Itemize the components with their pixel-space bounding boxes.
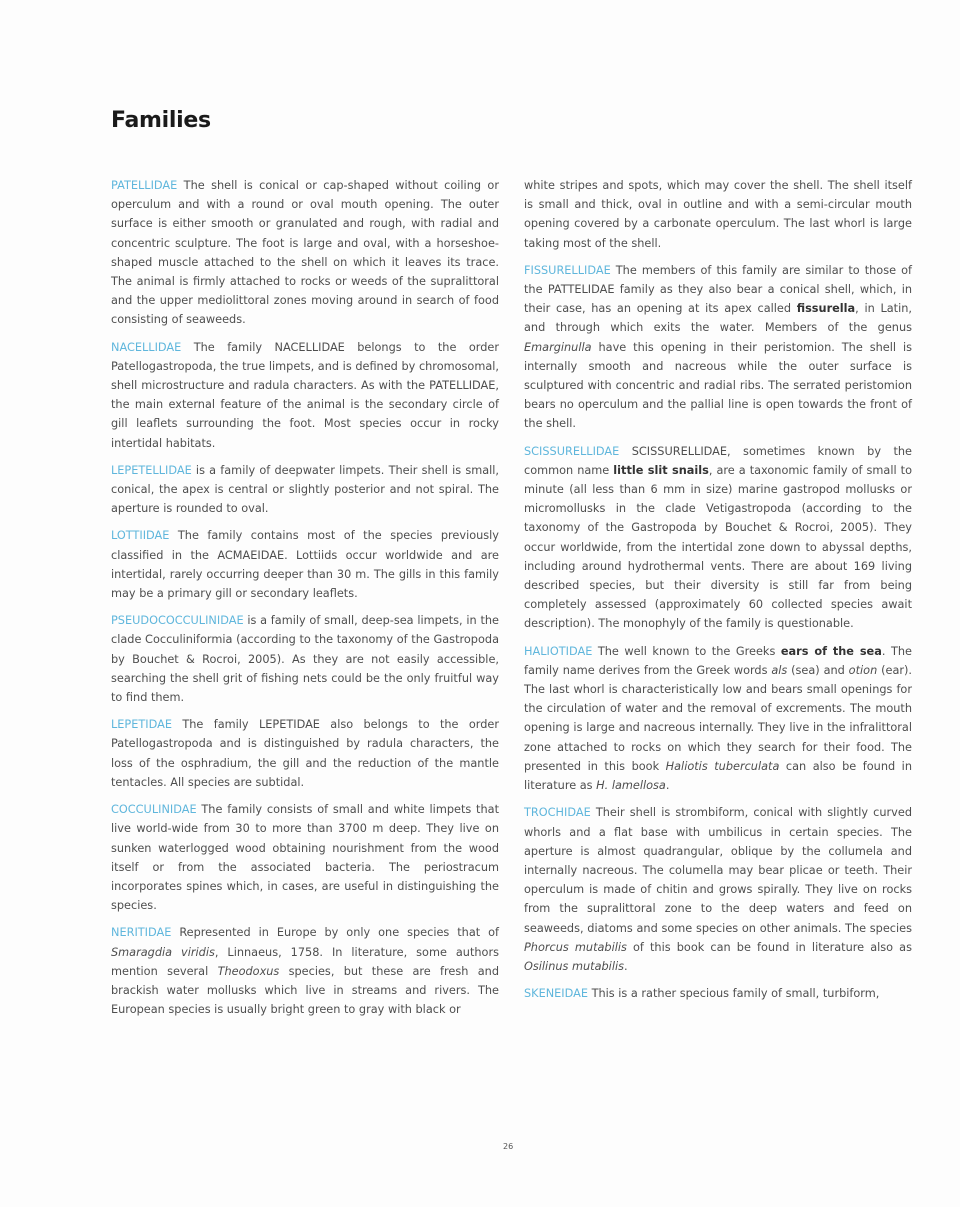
body-text: Represented in Europe by only one species that of bbox=[171, 926, 499, 940]
italic-text: als bbox=[771, 663, 788, 677]
family-name-heading: PSEUDOCOCCULINIDAE bbox=[111, 614, 244, 628]
italic-text: Haliotis tuberculata bbox=[665, 759, 780, 773]
body-text: of this book can be found in literature also as bbox=[626, 940, 912, 954]
body-text: is a family of deepwater limpets. Their shell is small, conical, the apex is central or slightly posterior and not spiral. The aperture is rounded to oval. bbox=[111, 463, 499, 516]
body-text: The family LEPETIDAE also belongs to the order Patellogastropoda and is distinguished by radula characters, the loss of the osphradium, the gill and the reduction of the mantle tentacles. All species are subtidal. bbox=[111, 718, 499, 789]
italic-text: H. lamellosa bbox=[596, 779, 666, 793]
family-paragraph bbox=[111, 715, 499, 792]
body-text: is a family of small, deep-sea limpets, in the clade Cocculiniformia (according to the taxonomy of the Gastropoda by Bouchet & Rocroi, 2005). As they are not easily accessible, searching the shell grit of fishing nets could be the only fruitful way to find them. bbox=[111, 614, 499, 705]
family-name-heading: HALIOTIDAE bbox=[524, 644, 593, 658]
body-text: can also be found in literature as bbox=[524, 759, 912, 793]
family-paragraph bbox=[111, 526, 499, 603]
family-paragraph bbox=[524, 642, 912, 796]
family-paragraph bbox=[111, 338, 499, 453]
page-title: Families bbox=[111, 107, 211, 133]
body-text: The well known to the Greeks bbox=[592, 644, 781, 658]
italic-text: Phorcus mutabilis bbox=[524, 940, 627, 954]
family-paragraph bbox=[524, 803, 912, 976]
family-name-heading: COCCULINIDAE bbox=[111, 803, 197, 817]
family-name-heading: NERITIDAE bbox=[111, 926, 172, 940]
italic-text: Smaragdia viridis bbox=[111, 945, 215, 959]
body-text: , are a taxonomic family of small to minute (all less than 6 mm in size) marine gastropod mollusks or micromollusks in the clade Vetigastropoda (according to the taxonomy of the Gastropoda by Bouchet & Rocroi, 2005). They occur worldwide, from the intertidal zone down to abyssal depths, including around hydrothermal vents. There are about 169 living described species, but their diversity is still far from being completely assessed (approximately 60 collected species await description). The monophyly of the family is questionable. bbox=[524, 463, 912, 631]
bold-text: fissurella bbox=[796, 302, 856, 316]
page-number: 26 bbox=[503, 1142, 514, 1151]
right-column bbox=[524, 176, 912, 1011]
body-text: The shell is conical or cap-shaped without coiling or operculum and with a round or oval mouth opening. The outer surface is either smooth or granulated and rough, with radial and concentric sculpture. The foot is large and oval, with a horseshoe-shaped muscle attached to the shell on which it leaves its trace. The animal is firmly attached to rocks or weeds of the supralittoral and the upper mediolittoral zones moving around in search of food consisting of seaweeds. bbox=[111, 179, 499, 327]
body-text: The family NACELLIDAE belongs to the order Patellogastropoda, the true limpets, and is defined by chromosomal, shell microstructure and radula characters. As with the PATELLIDAE, the main external feature of the animal is the secondary circle of gill leaflets surrounding the foot. Most species occur in rocky intertidal habitats. bbox=[111, 340, 499, 450]
left-column bbox=[111, 176, 499, 1027]
italic-text: otion bbox=[848, 663, 878, 677]
body-text: . bbox=[623, 959, 628, 973]
body-text: have this opening in their peristomion. The shell is internally smooth and nacreous while the outer surface is sculptured with concentric and radial ribs. The serrated peristomion bears no operculum and the pallial line is open towards the front of the shell. bbox=[524, 340, 912, 431]
family-paragraph bbox=[524, 261, 912, 434]
family-paragraph bbox=[111, 461, 499, 519]
body-text: . bbox=[665, 779, 670, 793]
family-name-heading: NACELLIDAE bbox=[111, 340, 182, 354]
body-text: white stripes and spots, which may cover the shell. The shell itself is small and thick, oval in outline and with a semi-circular mouth opening covered by a carbonate operculum. The last whorl is large taking most of the shell. bbox=[524, 179, 912, 250]
family-paragraph bbox=[524, 176, 912, 253]
body-text: , Linnaeus, 1758. In literature, some authors mention several bbox=[111, 945, 499, 978]
body-text: (ear). The last whorl is characteristically low and bears small openings for the circulation of water and the removal of excrements. The mouth opening is large and nacreous internally. They live in the infralittoral zone attached to rocks on which they search for their food. The presented in this book bbox=[524, 663, 913, 773]
body-text: The family consists of small and white limpets that live world-wide from 30 to more than 3700 m deep. They live on sunken waterlogged wood obtaining nourishment from the wood itself or from the associated bacteria. The periostracum incorporates spines which, in cases, are useful in distinguishing the species. bbox=[111, 803, 499, 913]
family-name-heading: LEPETIDAE bbox=[111, 718, 172, 732]
family-paragraph bbox=[111, 923, 499, 1019]
italic-text: Osilinus mutabilis bbox=[524, 959, 624, 973]
body-text: The family contains most of the species previously classified in the ACMAEIDAE. Lottiids occur worldwide and are intertidal, rarely occurring deeper than 30 m. The gills in this family may be a primary gill or secondary leaflets. bbox=[111, 529, 499, 601]
body-text: (sea) and bbox=[787, 663, 849, 677]
family-paragraph bbox=[524, 442, 912, 634]
family-paragraph bbox=[111, 176, 499, 330]
body-text: The members of this family are similar to those of the PATTELIDAE family as they also bear a conical shell, which, in their case, has an opening at its apex called bbox=[524, 263, 912, 316]
italic-text: Emarginulla bbox=[524, 340, 592, 354]
family-name-heading: LOTTIIDAE bbox=[111, 529, 170, 543]
body-text: This is a rather specious family of small, turbiform, bbox=[588, 987, 880, 1001]
body-text: species, but these are fresh and brackish water mollusks which live in streams and rivers. The European species is usually bright green to gray with black or bbox=[111, 964, 499, 1017]
family-paragraph bbox=[111, 611, 499, 707]
family-paragraph bbox=[524, 984, 912, 1003]
family-name-heading: SCISSURELLIDAE bbox=[524, 444, 620, 458]
family-name-heading: LEPETELLIDAE bbox=[111, 463, 192, 477]
bold-text: ears of the sea bbox=[780, 644, 882, 658]
family-paragraph bbox=[111, 800, 499, 915]
body-text: SCISSURELLIDAE, sometimes known by the common name bbox=[524, 444, 912, 477]
family-name-heading: FISSURELLIDAE bbox=[524, 263, 611, 277]
bold-text: little slit snails bbox=[613, 463, 709, 477]
body-text: . The family name derives from the Greek words bbox=[524, 644, 912, 677]
italic-text: Theodoxus bbox=[217, 964, 280, 978]
body-text: , in Latin, and through which exits the water. Members of the genus bbox=[524, 302, 912, 335]
body-text: Their shell is strombiform, conical with slightly curved whorls and a flat base with umbilicus in certain species. The aperture is almost quadrangular, oblique by the collumela and internally nacreous. The columella may bear plicae or teeth. Their operculum is made of chitin and grows spirally. They live on rocks from the supralittoral zone to the deep waters and feed on seaweeds, diatoms and some species on other animals. The species bbox=[524, 806, 912, 935]
family-name-heading: PATELLIDAE bbox=[111, 179, 178, 192]
family-name-heading: TROCHIDAE bbox=[524, 806, 591, 820]
family-name-heading: SKENEIDAE bbox=[524, 987, 589, 1001]
